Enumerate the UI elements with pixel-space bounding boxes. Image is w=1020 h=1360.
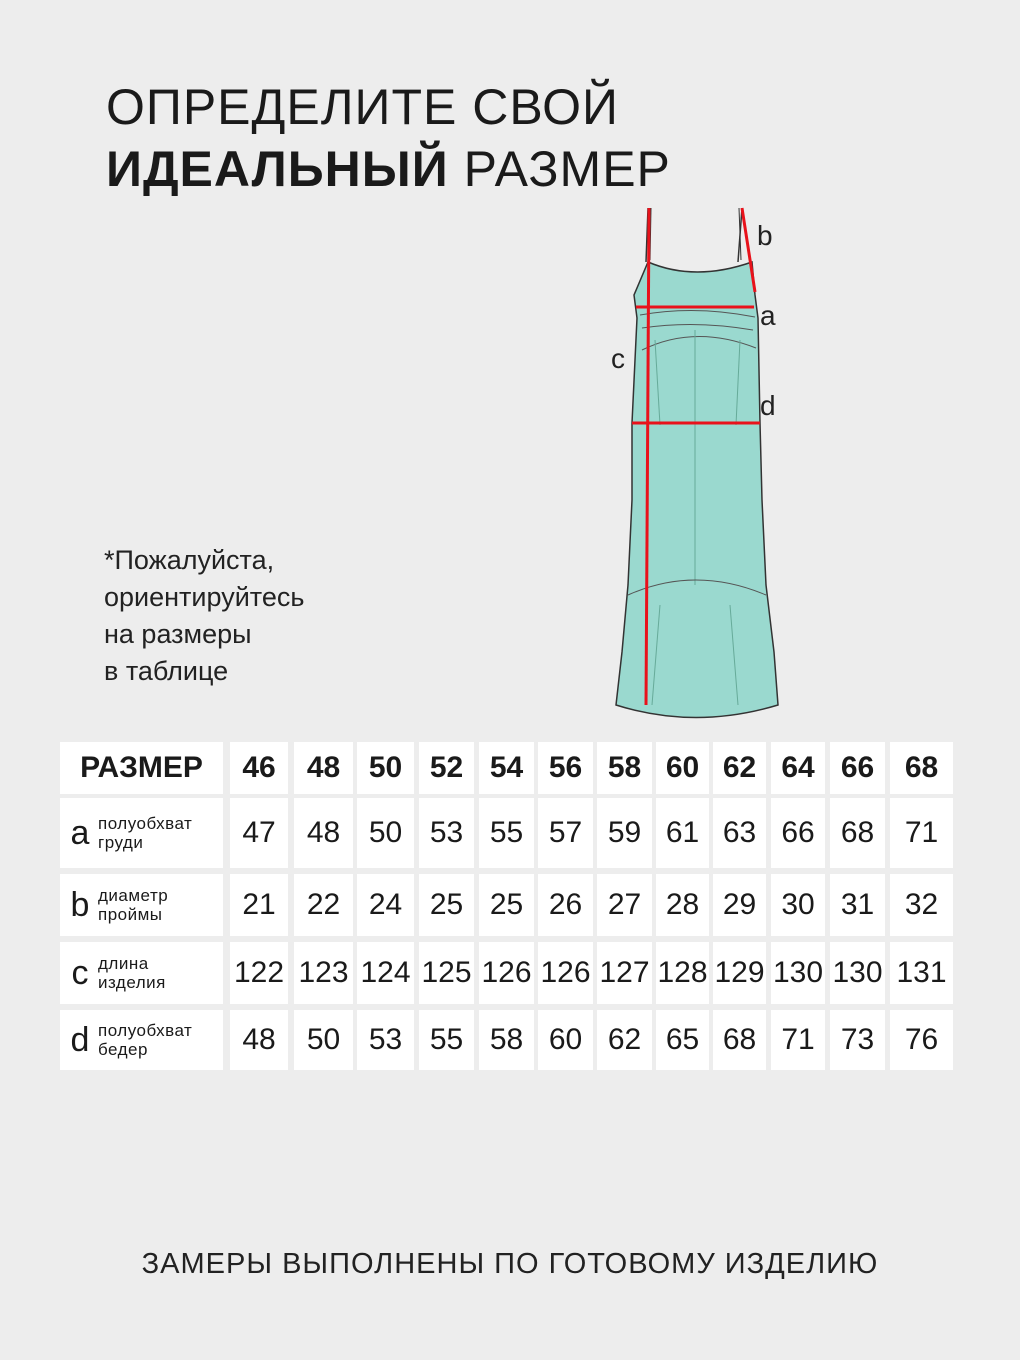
size-note [104,542,304,690]
measure-description-line: длина [98,954,149,973]
label-b: b [757,220,773,251]
table-cell-value: 124 [357,942,414,1004]
measure-description-line: изделия [98,973,166,992]
measure-description-line: полуобхват [98,1021,193,1040]
header-cell-size: 54 [479,742,534,794]
header-cell-size: 46 [230,742,288,794]
table-cell-value: 130 [830,942,885,1004]
row-header-b [60,874,223,936]
table-cell-value: 50 [357,798,414,868]
title-line-1: ОПРЕДЕЛИТЕ СВОЙ [106,79,619,135]
label-a: a [760,300,776,331]
note-line: ориентируйтесь [104,582,305,612]
table-cell-value: 122 [230,942,288,1004]
header-cell-size: 60 [656,742,709,794]
page-title [106,76,671,200]
note-line: на размеры [104,619,252,649]
table-cell-value: 123 [294,942,353,1004]
table-cell-value: 26 [538,874,593,936]
table-cell-value: 129 [713,942,766,1004]
table-cell-value: 55 [419,1010,474,1070]
footer-note: ЗАМЕРЫ ВЫПОЛНЕНЫ ПО ГОТОВОМУ ИЗДЕЛИЮ [141,1248,879,1280]
title-rest-word: РАЗМЕР [463,141,671,197]
measure-letter: c [71,953,89,992]
measure-description [98,954,166,992]
table-cell-value: 60 [538,1010,593,1070]
table-cell-value: 66 [771,798,825,868]
table-cell-value: 71 [890,798,953,868]
table-cell-value: 126 [538,942,593,1004]
measure-description-line: бедер [98,1040,148,1059]
table-cell-value: 128 [656,942,709,1004]
table-cell-value: 125 [419,942,474,1004]
table-cell-value: 65 [656,1010,709,1070]
header-cell-size: 50 [357,742,414,794]
header-cell-size: 48 [294,742,353,794]
row-header-d [60,1010,223,1070]
header-cell-size: 64 [771,742,825,794]
title-line-2 [106,138,671,200]
measure-description-line: полуобхват [98,814,193,833]
measure-description-line: груди [98,833,144,852]
header-cell-size: 56 [538,742,593,794]
table-cell-value: 48 [230,1010,288,1070]
table-cell-value: 59 [597,798,652,868]
note-line: *Пожалуйста, [104,545,275,575]
table-cell-value: 73 [830,1010,885,1070]
row-header-c [60,942,223,1004]
note-line: в таблице [104,656,229,686]
table-cell-value: 31 [830,874,885,936]
dress-diagram [600,200,790,730]
measure-description-line: диаметр [98,886,169,905]
table-cell-value: 63 [713,798,766,868]
table-cell-value: 27 [597,874,652,936]
measure-description [98,1021,192,1059]
table-cell-value: 76 [890,1010,953,1070]
measure-letter: b [70,885,90,924]
table-cell-value: 24 [357,874,414,936]
header-cell-size: 62 [713,742,766,794]
table-cell-value: 30 [771,874,825,936]
header-cell-size-label: РАЗМЕР [60,742,223,794]
table-cell-value: 28 [656,874,709,936]
measure-letter: d [70,1020,90,1059]
measure-letter: a [70,813,90,852]
table-cell-value: 68 [830,798,885,868]
table-cell-value: 131 [890,942,953,1004]
table-cell-value: 57 [538,798,593,868]
measure-description-line: проймы [98,905,163,924]
table-cell-value: 62 [597,1010,652,1070]
header-cell-size: 66 [830,742,885,794]
header-cell-size: 68 [890,742,953,794]
table-cell-value: 53 [419,798,474,868]
table-cell-value: 47 [230,798,288,868]
measure-description [98,886,168,924]
table-cell-value: 29 [713,874,766,936]
label-c: c [611,343,625,374]
measure-description [98,814,192,852]
table-cell-value: 127 [597,942,652,1004]
row-header-a [60,798,223,868]
table-cell-value: 55 [479,798,534,868]
table-cell-value: 53 [357,1010,414,1070]
table-cell-value: 25 [479,874,534,936]
table-cell-value: 126 [479,942,534,1004]
table-cell-value: 58 [479,1010,534,1070]
table-cell-value: 68 [713,1010,766,1070]
table-cell-value: 32 [890,874,953,936]
table-cell-value: 48 [294,798,353,868]
table-cell-value: 22 [294,874,353,936]
header-cell-size: 52 [419,742,474,794]
table-cell-value: 21 [230,874,288,936]
header-cell-size: 58 [597,742,652,794]
table-cell-value: 71 [771,1010,825,1070]
table-cell-value: 25 [419,874,474,936]
table-cell-value: 130 [771,942,825,1004]
dress-body [616,262,778,718]
label-d: d [760,390,776,421]
title-bold-word: ИДЕАЛЬНЫЙ [106,141,449,197]
table-cell-value: 61 [656,798,709,868]
table-cell-value: 50 [294,1010,353,1070]
